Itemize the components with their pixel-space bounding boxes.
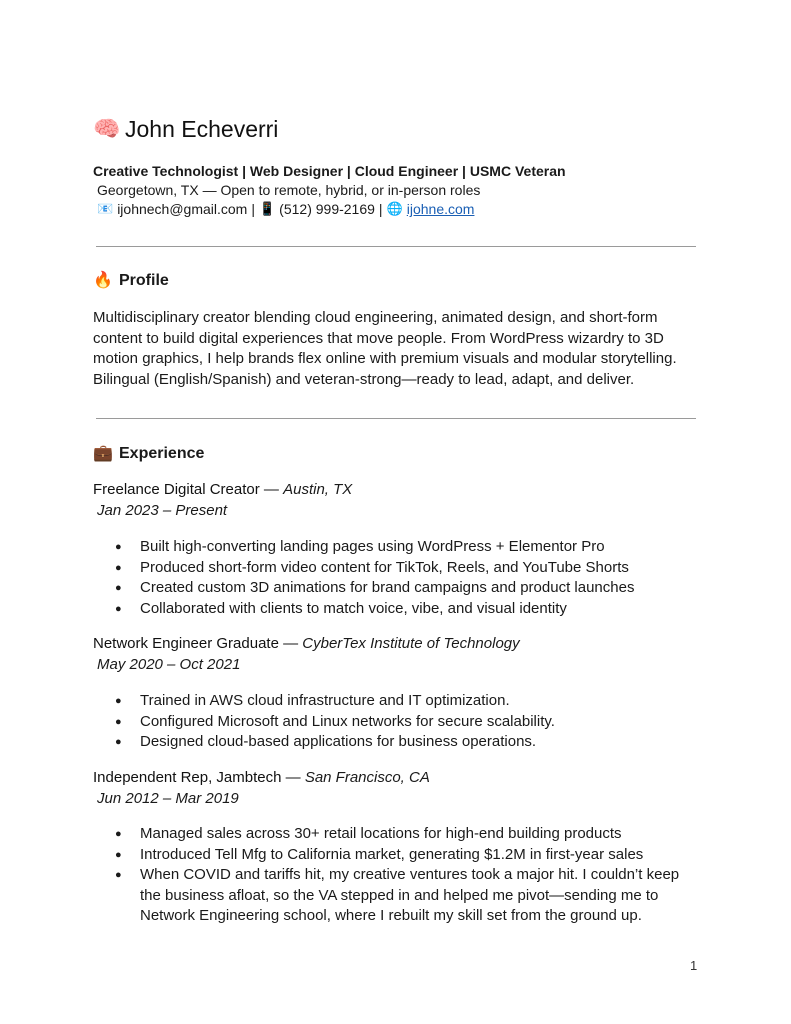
bullet-item: ● Managed sales across 30+ retail locations for high-end building products <box>93 824 703 845</box>
job-org: CyberTex Institute of Technology <box>302 635 520 652</box>
job-role: Network Engineer Graduate <box>93 635 279 652</box>
bullet-item: ● Collaborated with clients to match voice, vibe, and visual identity <box>93 599 703 620</box>
email-address: ijohnech@gmail.com <box>117 201 248 217</box>
job-org: San Francisco, CA <box>304 769 430 786</box>
job-bullets <box>93 824 703 927</box>
job-dash: — <box>259 481 284 498</box>
location-line: Georgetown, TX — Open to remote, hybrid, or in-person roles <box>97 182 481 198</box>
briefcase-icon: 💼 <box>93 445 113 462</box>
experience-heading-label: Experience <box>119 445 205 462</box>
job-dash: — <box>278 635 303 652</box>
bullet-item: ● Built high-converting landing pages using WordPress + Elementor Pro <box>93 537 703 558</box>
website-link[interactable]: ijohne.com <box>406 201 475 217</box>
bullet-item: ● When COVID and tariffs hit, my creative ventures took a major hit. I couldn’t keep the business afloat, so the VA stepped in and helped me pivot—sending me to Network Engineering school, where I rebuilt my skill set from the ground up. <box>93 865 703 927</box>
page-number: 1 <box>690 958 698 973</box>
bullet-item: ● Produced short-form video content for TikTok, Reels, and YouTube Shorts <box>93 558 703 579</box>
job-dates: Jun 2012 – Mar 2019 <box>97 790 239 807</box>
job-dash: — <box>281 769 305 786</box>
contact-line <box>97 200 474 218</box>
experience-heading <box>93 443 204 465</box>
bullet-item: ● Configured Microsoft and Linux networks for secure scalability. <box>93 712 703 733</box>
candidate-name: John Echeverri <box>125 116 279 142</box>
name-row <box>93 114 278 144</box>
bullet-item: ● Introduced Tell Mfg to California market, generating $1.2M in first-year sales <box>93 845 703 866</box>
job-role: Independent Rep, Jambtech <box>93 769 282 786</box>
job-title <box>93 768 430 788</box>
job-role: Freelance Digital Creator <box>93 481 260 498</box>
globe-icon: 🌐 <box>386 201 403 216</box>
headline-titles: Creative Technologist | Web Designer | Cloud Engineer | USMC Veteran <box>93 163 566 179</box>
profile-heading-label: Profile <box>119 272 169 289</box>
phone-number: (512) 999-2169 <box>279 201 375 217</box>
profile-summary: Multidisciplinary creator blending cloud engineering, animated design, and short-form content to build digital experiences that move people. From WordPress wizardry to 3D motion graphics, I help brands flex online with premium visuals and modular storytelling. Bilingual (English/Spanish) and veteran-strong—ready to lead, adapt, and deliver. <box>93 309 677 388</box>
job-bullets <box>93 691 703 753</box>
job-bullets <box>93 537 703 619</box>
job-title <box>93 634 520 654</box>
bullet-item: ● Designed cloud-based applications for business operations. <box>93 732 703 753</box>
separator: | <box>378 201 383 217</box>
fire-icon: 🔥 <box>93 272 113 289</box>
bullet-item: ● Trained in AWS cloud infrastructure and IT optimization. <box>93 691 703 712</box>
divider <box>96 418 696 419</box>
separator: | <box>251 201 255 217</box>
divider <box>96 246 696 247</box>
email-icon: 📧 <box>97 201 114 216</box>
profile-heading <box>93 270 169 292</box>
job-title <box>93 480 352 500</box>
job-org: Austin, TX <box>283 481 353 498</box>
bullet-item: ● Created custom 3D animations for brand campaigns and product launches <box>93 578 703 599</box>
job-dates: May 2020 – Oct 2021 <box>97 656 241 673</box>
job-dates: Jan 2023 – Present <box>97 502 228 519</box>
brain-icon: 🧠 <box>93 116 121 141</box>
phone-icon: 📱 <box>258 201 276 216</box>
